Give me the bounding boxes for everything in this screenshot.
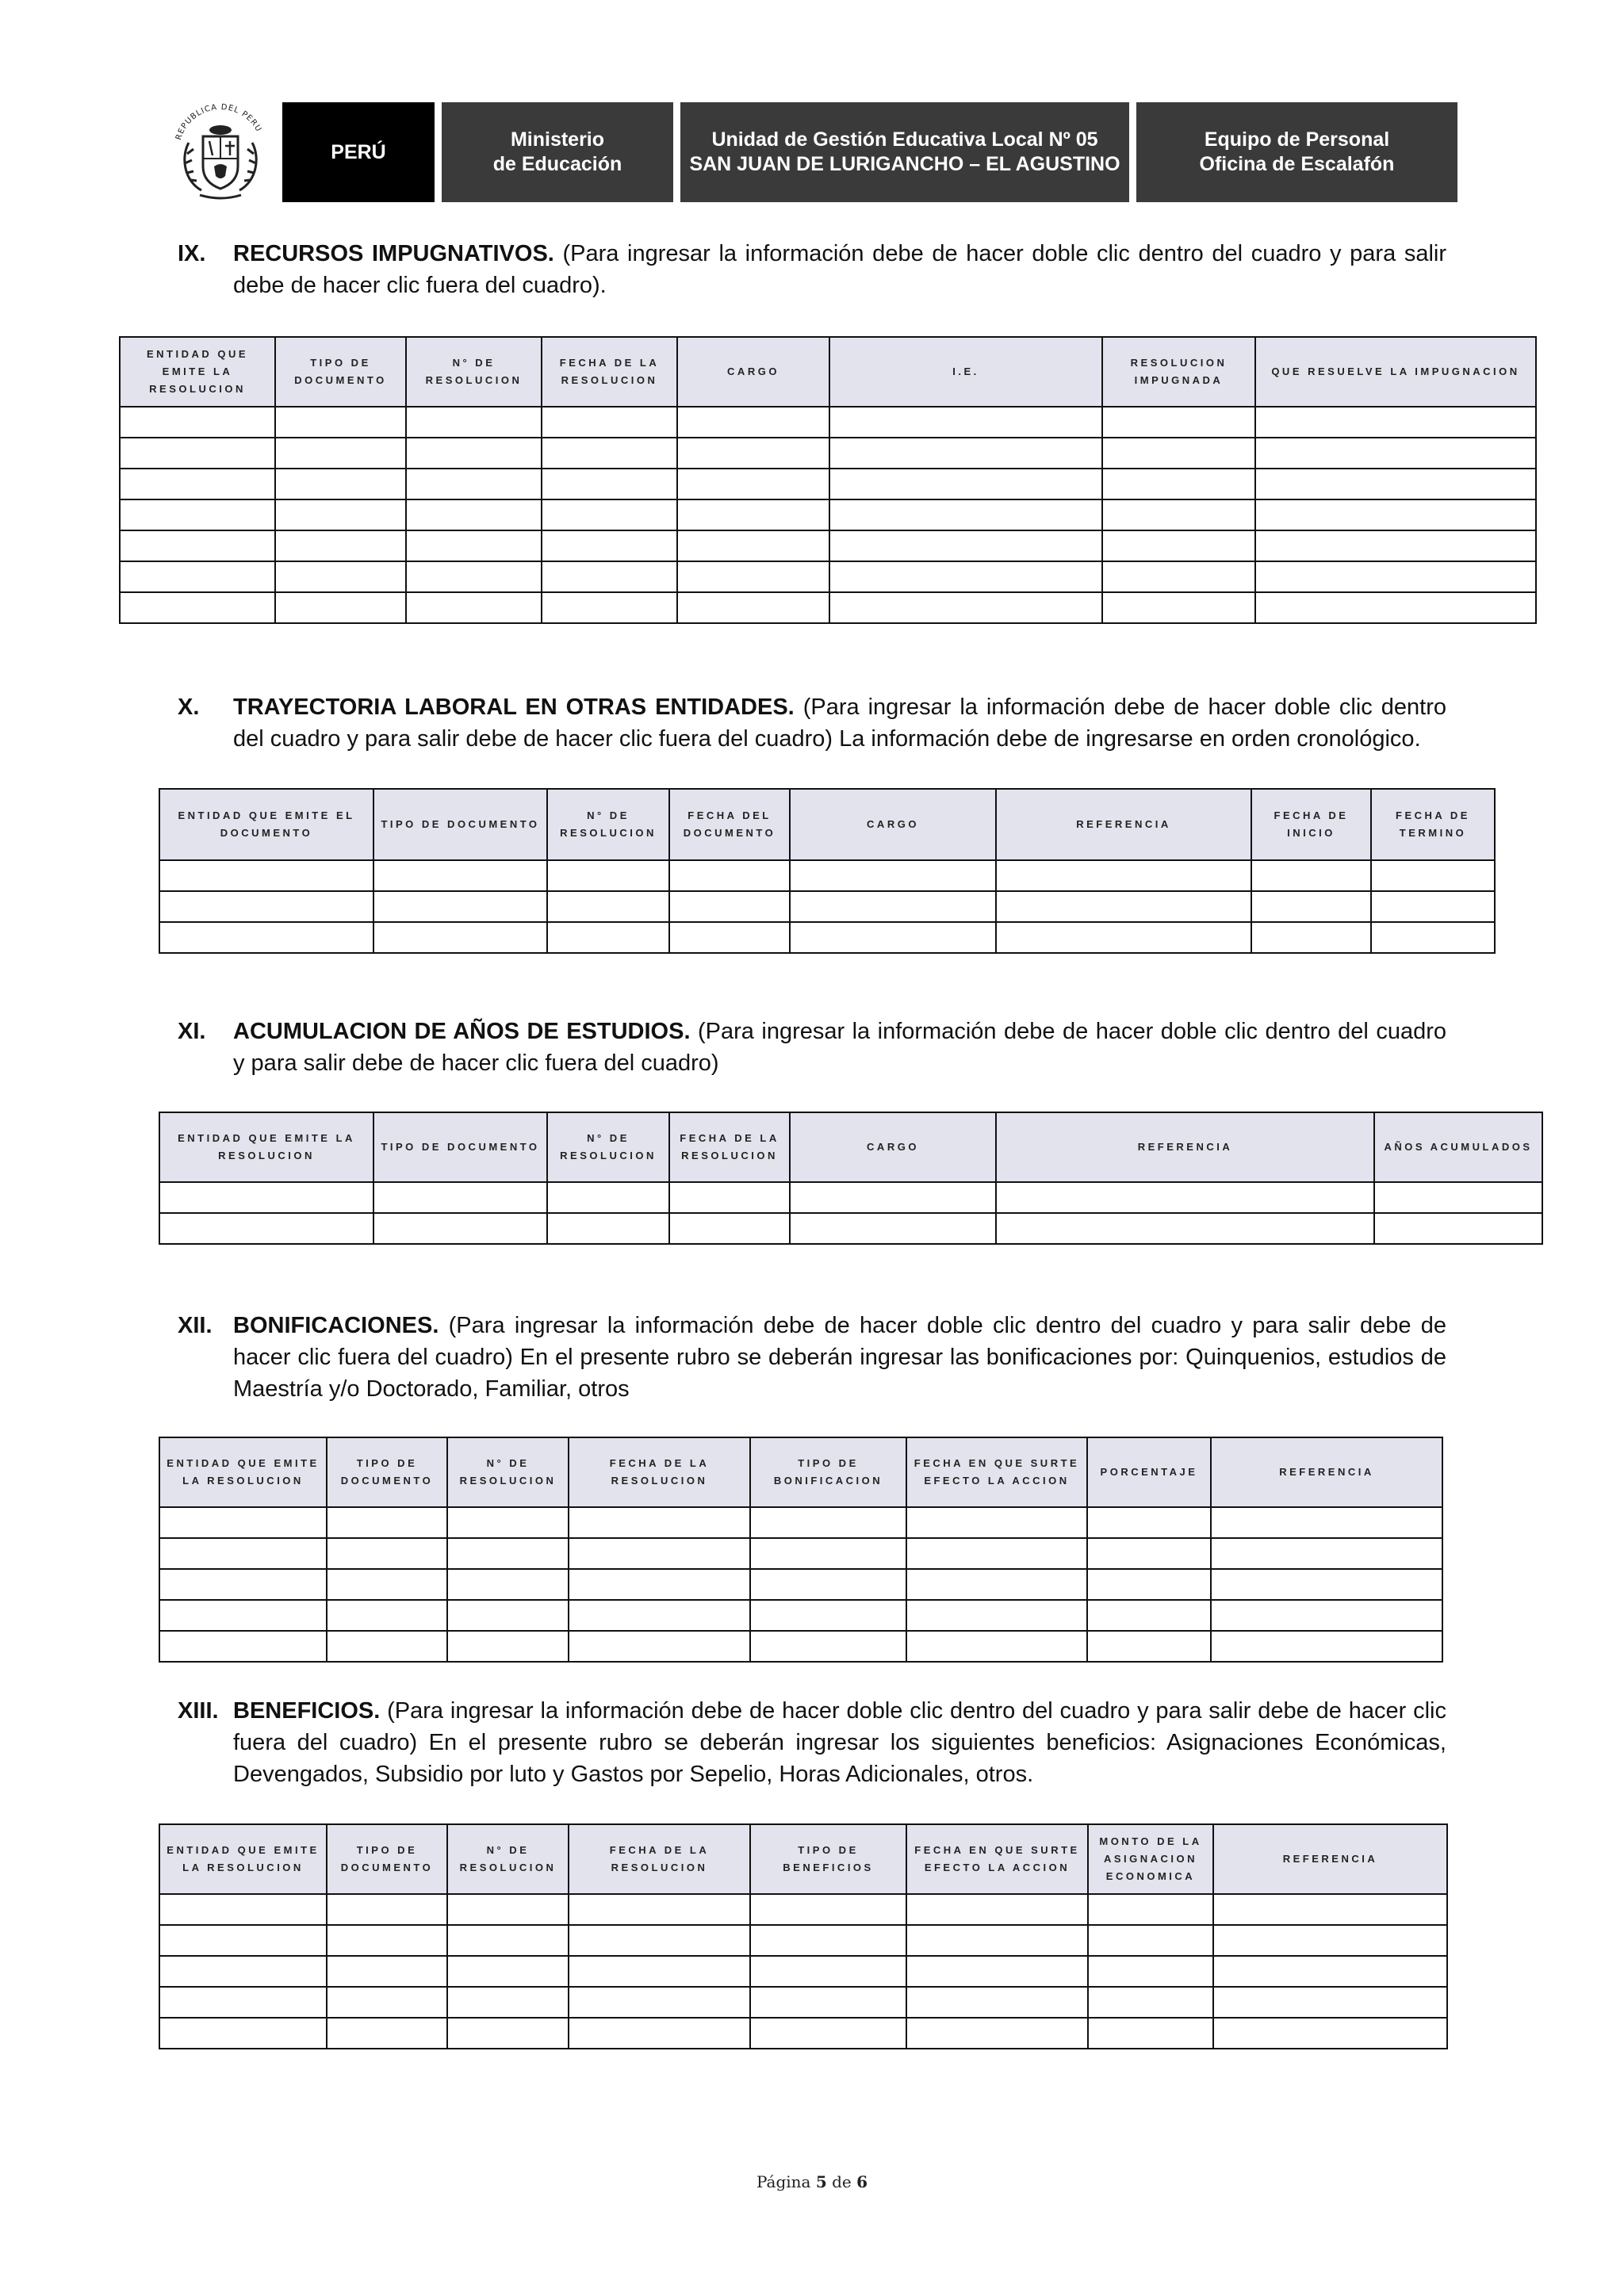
table-cell[interactable] xyxy=(829,530,1102,561)
table-cell[interactable] xyxy=(159,2018,327,2049)
column-header: N° DE RESOLUCION xyxy=(447,1437,569,1507)
table-cell[interactable] xyxy=(1087,1538,1211,1569)
table-cell[interactable] xyxy=(790,860,996,891)
table-cell[interactable] xyxy=(1088,1894,1213,1925)
table-cell[interactable] xyxy=(1088,2018,1213,2049)
column-header: FECHA DEL DOCUMENTO xyxy=(669,789,790,860)
column-header: FECHA DE LA RESOLUCION xyxy=(542,337,677,407)
table-cell[interactable] xyxy=(327,1894,447,1925)
table-cell[interactable] xyxy=(1102,561,1255,592)
table-cell[interactable] xyxy=(906,1600,1087,1631)
table-cell[interactable] xyxy=(447,1925,569,1956)
column-header: RESOLUCION IMPUGNADA xyxy=(1102,337,1255,407)
table-cell[interactable] xyxy=(1102,530,1255,561)
table-cell[interactable] xyxy=(1088,1956,1213,1987)
section-bonificaciones xyxy=(178,1310,1446,1405)
header-ugel-line2: SAN JUAN DE LURIGANCHO – EL AGUSTINO xyxy=(689,153,1120,175)
table-row xyxy=(159,1213,1542,1244)
table-cell[interactable] xyxy=(750,1600,906,1631)
table-cell[interactable] xyxy=(1102,438,1255,469)
table-cell[interactable] xyxy=(829,499,1102,530)
table-cell[interactable] xyxy=(447,2018,569,2049)
table-cell[interactable] xyxy=(373,1182,547,1213)
column-header: TIPO DE DOCUMENTO xyxy=(327,1437,447,1507)
table-cell[interactable] xyxy=(1374,1213,1542,1244)
table-row xyxy=(159,922,1495,953)
table-row xyxy=(120,592,1536,623)
table-cell[interactable] xyxy=(1255,438,1536,469)
column-header: REFERENCIA xyxy=(1211,1437,1442,1507)
table-cell[interactable] xyxy=(906,2018,1088,2049)
footer-page-number: 5 xyxy=(815,2172,827,2191)
table-cell[interactable] xyxy=(1255,469,1536,499)
table-cell[interactable] xyxy=(275,469,406,499)
table-cell[interactable] xyxy=(327,1507,447,1538)
table-row xyxy=(159,1894,1447,1925)
table-cell[interactable] xyxy=(547,922,669,953)
section-description xyxy=(233,691,1446,755)
table-cell[interactable] xyxy=(120,592,275,623)
header-equipo-line2: Oficina de Escalafón xyxy=(1199,153,1395,175)
table-cell[interactable] xyxy=(829,561,1102,592)
column-header: N° DE RESOLUCION xyxy=(406,337,542,407)
header-ministerio-line2: de Educación xyxy=(492,153,622,175)
table-cell[interactable] xyxy=(542,499,677,530)
table-cell[interactable] xyxy=(159,891,373,922)
table-row xyxy=(159,1600,1442,1631)
table-cell[interactable] xyxy=(1087,1631,1211,1662)
table-cell[interactable] xyxy=(750,1507,906,1538)
table-cell[interactable] xyxy=(542,407,677,438)
table-cell[interactable] xyxy=(1255,561,1536,592)
table-cell[interactable] xyxy=(120,499,275,530)
table-cell[interactable] xyxy=(275,499,406,530)
column-header: FECHA DE INICIO xyxy=(1251,789,1371,860)
column-header: CARGO xyxy=(790,789,996,860)
svg-text:REPUBLICA DEL PERU: REPUBLICA DEL PERU xyxy=(174,102,263,142)
table-cell[interactable] xyxy=(1371,891,1495,922)
section-title: TRAYECTORIA LABORAL EN OTRAS ENTIDADES. xyxy=(233,695,795,720)
table-cell[interactable] xyxy=(542,469,677,499)
table-row xyxy=(159,1956,1447,1987)
table-cell[interactable] xyxy=(790,922,996,953)
table-row xyxy=(159,1569,1442,1600)
section-number: XI. xyxy=(178,1019,206,1044)
table-row xyxy=(159,1631,1442,1662)
table-cell[interactable] xyxy=(120,407,275,438)
table-cell[interactable] xyxy=(569,1956,750,1987)
table-cell[interactable] xyxy=(1102,407,1255,438)
header-ugel-box xyxy=(680,102,1129,202)
column-header: TIPO DE DOCUMENTO xyxy=(327,1824,447,1894)
column-header: ENTIDAD QUE EMITE LA RESOLUCION xyxy=(159,1824,327,1894)
table-cell[interactable] xyxy=(790,1213,996,1244)
beneficios-table[interactable] xyxy=(159,1823,1448,2049)
table-cell[interactable] xyxy=(1251,860,1371,891)
table-cell[interactable] xyxy=(547,1213,669,1244)
table-cell[interactable] xyxy=(829,592,1102,623)
table-cell[interactable] xyxy=(906,1925,1088,1956)
table-row xyxy=(159,860,1495,891)
table-cell[interactable] xyxy=(750,1631,906,1662)
table-row xyxy=(159,2018,1447,2049)
table-cell[interactable] xyxy=(547,860,669,891)
table-cell[interactable] xyxy=(547,1182,669,1213)
table-cell[interactable] xyxy=(542,438,677,469)
table-row xyxy=(159,1925,1447,1956)
table-cell[interactable] xyxy=(1213,1894,1447,1925)
table-cell[interactable] xyxy=(447,1894,569,1925)
section-instructions: (Para ingresar la información debe de hacer doble clic dentro del cuadro y para salir debe de hacer clic fuera del cuadro) xyxy=(233,1019,1446,1076)
table-cell[interactable] xyxy=(373,891,547,922)
column-header: FECHA DE TERMINO xyxy=(1371,789,1495,860)
footer-prefix: Página xyxy=(756,2172,816,2191)
table-cell[interactable] xyxy=(1374,1182,1542,1213)
column-header: TIPO DE BENEFICIOS xyxy=(750,1824,906,1894)
table-cell[interactable] xyxy=(1102,592,1255,623)
table-cell[interactable] xyxy=(1213,1987,1447,2018)
table-cell[interactable] xyxy=(569,1925,750,1956)
table-cell[interactable] xyxy=(906,1894,1088,1925)
table-cell[interactable] xyxy=(750,1987,906,2018)
table-cell[interactable] xyxy=(159,1987,327,2018)
table-cell[interactable] xyxy=(447,1569,569,1600)
table-cell[interactable] xyxy=(327,1631,447,1662)
table-cell[interactable] xyxy=(1251,922,1371,953)
table-cell[interactable] xyxy=(447,1956,569,1987)
column-header: N° DE RESOLUCION xyxy=(547,1112,669,1182)
table-row xyxy=(159,1987,1447,2018)
table-cell[interactable] xyxy=(373,1213,547,1244)
table-cell[interactable] xyxy=(996,860,1251,891)
table-cell[interactable] xyxy=(677,499,829,530)
table-cell[interactable] xyxy=(669,1182,790,1213)
table-cell[interactable] xyxy=(542,530,677,561)
table-cell[interactable] xyxy=(447,1507,569,1538)
table-cell[interactable] xyxy=(1251,891,1371,922)
header-ministerio-line1: Ministerio xyxy=(510,128,605,151)
column-header: REFERENCIA xyxy=(996,789,1251,860)
table-cell[interactable] xyxy=(906,1631,1087,1662)
table-cell[interactable] xyxy=(542,561,677,592)
column-header: FECHA DE LA RESOLUCION xyxy=(569,1824,750,1894)
column-header: I.E. xyxy=(829,337,1102,407)
table-cell[interactable] xyxy=(569,1987,750,2018)
table-cell[interactable] xyxy=(327,1925,447,1956)
table-cell[interactable] xyxy=(677,407,829,438)
table-cell[interactable] xyxy=(159,1631,327,1662)
table-cell[interactable] xyxy=(906,1538,1087,1569)
table-cell[interactable] xyxy=(1255,530,1536,561)
table-cell[interactable] xyxy=(1088,1925,1213,1956)
table-cell[interactable] xyxy=(829,469,1102,499)
table-cell[interactable] xyxy=(569,1569,750,1600)
footer-middle: de xyxy=(826,2172,857,2191)
column-header: QUE RESUELVE LA IMPUGNACION xyxy=(1255,337,1536,407)
trayectoria-laboral-table[interactable] xyxy=(159,788,1496,954)
table-cell[interactable] xyxy=(906,1569,1087,1600)
table-cell[interactable] xyxy=(1087,1600,1211,1631)
table-cell[interactable] xyxy=(159,1182,373,1213)
table-cell[interactable] xyxy=(790,891,996,922)
column-header: TIPO DE BONIFICACION xyxy=(750,1437,906,1507)
table-cell[interactable] xyxy=(996,922,1251,953)
column-header: FECHA DE LA RESOLUCION xyxy=(669,1112,790,1182)
page-footer xyxy=(0,2172,1624,2191)
column-header: ENTIDAD QUE EMITE LA RESOLUCION xyxy=(159,1112,373,1182)
section-trayectoria-laboral xyxy=(178,691,1446,755)
table-cell[interactable] xyxy=(1255,407,1536,438)
table-row xyxy=(120,499,1536,530)
column-header: REFERENCIA xyxy=(996,1112,1374,1182)
table-cell[interactable] xyxy=(790,1182,996,1213)
table-cell[interactable] xyxy=(406,499,542,530)
column-header: TIPO DE DOCUMENTO xyxy=(373,789,547,860)
table-cell[interactable] xyxy=(569,2018,750,2049)
section-acumulacion-estudios xyxy=(178,1016,1446,1079)
section-beneficios xyxy=(178,1695,1446,1790)
table-cell[interactable] xyxy=(1102,469,1255,499)
table-cell[interactable] xyxy=(542,592,677,623)
table-cell[interactable] xyxy=(569,1631,750,1662)
table-row xyxy=(120,469,1536,499)
table-cell[interactable] xyxy=(829,407,1102,438)
table-cell[interactable] xyxy=(906,1987,1088,2018)
table-cell[interactable] xyxy=(677,469,829,499)
table-cell[interactable] xyxy=(447,1538,569,1569)
table-cell[interactable] xyxy=(1255,592,1536,623)
table-cell[interactable] xyxy=(120,561,275,592)
header-equipo-line1: Equipo de Personal xyxy=(1204,128,1390,151)
section-description xyxy=(233,1016,1446,1079)
table-cell[interactable] xyxy=(159,1569,327,1600)
table-cell[interactable] xyxy=(275,561,406,592)
section-title: BENEFICIOS. xyxy=(233,1698,381,1724)
table-cell[interactable] xyxy=(669,891,790,922)
table-cell[interactable] xyxy=(996,1182,1374,1213)
column-header: CARGO xyxy=(790,1112,996,1182)
table-cell[interactable] xyxy=(327,1956,447,1987)
column-header: CARGO xyxy=(677,337,829,407)
table-cell[interactable] xyxy=(406,438,542,469)
header-peru-box xyxy=(282,102,435,202)
table-cell[interactable] xyxy=(120,530,275,561)
section-title: RECURSOS IMPUGNATIVOS. xyxy=(233,241,554,266)
column-header: MONTO DE LA ASIGNACION ECONOMICA xyxy=(1088,1824,1213,1894)
section-number: XIII. xyxy=(178,1698,219,1724)
table-cell[interactable] xyxy=(373,860,547,891)
section-number: X. xyxy=(178,695,200,720)
column-header: ENTIDAD QUE EMITE EL DOCUMENTO xyxy=(159,789,373,860)
table-cell[interactable] xyxy=(547,891,669,922)
table-cell[interactable] xyxy=(1211,1631,1442,1662)
table-cell[interactable] xyxy=(1213,2018,1447,2049)
table-cell[interactable] xyxy=(750,1925,906,1956)
table-cell[interactable] xyxy=(750,1956,906,1987)
table-row xyxy=(120,438,1536,469)
table-cell[interactable] xyxy=(406,561,542,592)
section-number: XII. xyxy=(178,1313,213,1338)
table-cell[interactable] xyxy=(447,1600,569,1631)
table-cell[interactable] xyxy=(996,1213,1374,1244)
column-header: PORCENTAJE xyxy=(1087,1437,1211,1507)
table-row xyxy=(159,1182,1542,1213)
table-cell[interactable] xyxy=(406,592,542,623)
table-cell[interactable] xyxy=(906,1956,1088,1987)
table-cell[interactable] xyxy=(1213,1956,1447,1987)
table-cell[interactable] xyxy=(275,407,406,438)
table-cell[interactable] xyxy=(373,922,547,953)
table-cell[interactable] xyxy=(1211,1569,1442,1600)
recursos-impugnativos-table[interactable] xyxy=(119,336,1537,624)
table-cell[interactable] xyxy=(159,1894,327,1925)
header-peru-label: PERÚ xyxy=(331,140,386,163)
table-cell[interactable] xyxy=(327,2018,447,2049)
table-cell[interactable] xyxy=(159,1956,327,1987)
table-cell[interactable] xyxy=(669,922,790,953)
table-cell[interactable] xyxy=(327,1569,447,1600)
header-ministerio-box xyxy=(442,102,673,202)
table-cell[interactable] xyxy=(120,438,275,469)
table-cell[interactable] xyxy=(677,561,829,592)
table-cell[interactable] xyxy=(750,2018,906,2049)
table-cell[interactable] xyxy=(1102,499,1255,530)
section-title: ACUMULACION DE AÑOS DE ESTUDIOS. xyxy=(233,1019,691,1044)
column-header: ENTIDAD QUE EMITE LA RESOLUCION xyxy=(159,1437,327,1507)
table-cell[interactable] xyxy=(1211,1507,1442,1538)
table-cell[interactable] xyxy=(1088,1987,1213,2018)
footer-total-pages: 6 xyxy=(856,2172,868,2191)
peru-coat-of-arms-icon xyxy=(165,94,276,205)
table-row xyxy=(120,561,1536,592)
column-header: AÑOS ACUMULADOS xyxy=(1374,1112,1542,1182)
table-row xyxy=(159,1507,1442,1538)
table-cell[interactable] xyxy=(669,860,790,891)
section-instructions: (Para ingresar la información debe de hacer doble clic dentro del cuadro y para salir debe de hacer clic fuera del cuadro) La información debe de ingresarse en orden cronológico. xyxy=(233,695,1446,752)
table-cell[interactable] xyxy=(447,1631,569,1662)
table-cell[interactable] xyxy=(406,530,542,561)
table-cell[interactable] xyxy=(750,1538,906,1569)
table-cell[interactable] xyxy=(750,1894,906,1925)
table-cell[interactable] xyxy=(406,407,542,438)
column-header: FECHA EN QUE SURTE EFECTO LA ACCION xyxy=(906,1437,1087,1507)
column-header: TIPO DE DOCUMENTO xyxy=(275,337,406,407)
section-instructions: (Para ingresar la información debe de hacer doble clic dentro del cuadro y para salir debe de hacer clic fuera del cuadro) En el presente rubro se deberán ingresar los siguientes beneficios: Asignaciones Económicas, Devengados, Subsidio por luto y Gastos por Sepelio, Horas Adicionales, otros. xyxy=(233,1698,1446,1787)
table-cell[interactable] xyxy=(569,1600,750,1631)
table-cell[interactable] xyxy=(120,469,275,499)
column-header: FECHA DE LA RESOLUCION xyxy=(569,1437,750,1507)
table-cell[interactable] xyxy=(1211,1538,1442,1569)
table-cell[interactable] xyxy=(159,922,373,953)
table-cell[interactable] xyxy=(159,1213,373,1244)
table-cell[interactable] xyxy=(327,1987,447,2018)
table-cell[interactable] xyxy=(159,860,373,891)
column-header: FECHA EN QUE SURTE EFECTO LA ACCION xyxy=(906,1824,1088,1894)
column-header: N° DE RESOLUCION xyxy=(547,789,669,860)
section-description xyxy=(233,1695,1446,1790)
table-cell[interactable] xyxy=(677,438,829,469)
section-title: BONIFICACIONES. xyxy=(233,1313,439,1338)
table-cell[interactable] xyxy=(406,469,542,499)
table-cell[interactable] xyxy=(677,530,829,561)
table-cell[interactable] xyxy=(1371,922,1495,953)
table-cell[interactable] xyxy=(569,1894,750,1925)
table-cell[interactable] xyxy=(327,1600,447,1631)
header-ugel-line1: Unidad de Gestión Educativa Local Nº 05 xyxy=(711,128,1098,151)
table-cell[interactable] xyxy=(159,1925,327,1956)
table-cell[interactable] xyxy=(275,592,406,623)
table-cell[interactable] xyxy=(1211,1600,1442,1631)
column-header: TIPO DE DOCUMENTO xyxy=(373,1112,547,1182)
section-description xyxy=(233,238,1446,301)
table-cell[interactable] xyxy=(275,530,406,561)
table-row xyxy=(159,891,1495,922)
table-cell[interactable] xyxy=(447,1987,569,2018)
column-header: N° DE RESOLUCION xyxy=(447,1824,569,1894)
header-equipo-box xyxy=(1136,102,1457,202)
table-cell[interactable] xyxy=(669,1213,790,1244)
table-cell[interactable] xyxy=(1213,1925,1447,1956)
table-cell[interactable] xyxy=(750,1569,906,1600)
table-cell[interactable] xyxy=(327,1538,447,1569)
table-cell[interactable] xyxy=(1087,1569,1211,1600)
table-cell[interactable] xyxy=(829,438,1102,469)
table-cell[interactable] xyxy=(159,1600,327,1631)
column-header: REFERENCIA xyxy=(1213,1824,1447,1894)
table-row xyxy=(120,407,1536,438)
column-header: ENTIDAD QUE EMITE LA RESOLUCION xyxy=(120,337,275,407)
table-cell[interactable] xyxy=(159,1538,327,1569)
table-cell[interactable] xyxy=(1255,499,1536,530)
table-cell[interactable] xyxy=(159,1507,327,1538)
table-cell[interactable] xyxy=(677,592,829,623)
table-row xyxy=(159,1538,1442,1569)
table-cell[interactable] xyxy=(569,1538,750,1569)
bonificaciones-table[interactable] xyxy=(159,1437,1443,1663)
table-cell[interactable] xyxy=(569,1507,750,1538)
section-description xyxy=(233,1310,1446,1405)
table-cell[interactable] xyxy=(906,1507,1087,1538)
table-row xyxy=(120,530,1536,561)
table-cell[interactable] xyxy=(1371,860,1495,891)
table-cell[interactable] xyxy=(996,891,1251,922)
section-instructions: (Para ingresar la información debe de hacer doble clic dentro del cuadro y para salir debe de hacer clic fuera del cuadro) En el presente rubro se deberán ingresar las bonificaciones por: Quinquenios, estudios de Maestría y/o Doctorado, Familiar, otros xyxy=(233,1313,1446,1402)
table-cell[interactable] xyxy=(1087,1507,1211,1538)
table-cell[interactable] xyxy=(275,438,406,469)
section-number: IX. xyxy=(178,241,206,266)
section-recursos-impugnativos xyxy=(178,238,1446,301)
section-instructions: (Para ingresar la información debe de hacer doble clic dentro del cuadro y para salir debe de hacer clic fuera del cuadro). xyxy=(233,241,1446,298)
acumulacion-estudios-table[interactable] xyxy=(159,1112,1543,1245)
